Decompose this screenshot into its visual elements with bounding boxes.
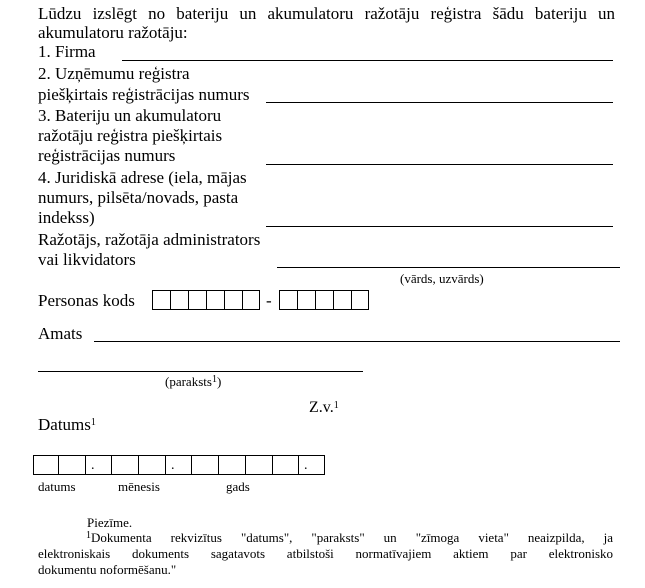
code-cell-divider <box>224 291 225 309</box>
field-label-bat-3: reģistrācijas numurs <box>38 146 176 165</box>
amats-label: Amats <box>38 324 83 343</box>
field-label-addr-3: indekss) <box>38 208 95 227</box>
date-separator: . <box>91 458 95 473</box>
code-cell-divider <box>315 291 316 309</box>
date-cell-divider <box>191 456 192 474</box>
field-label-bat-1: 3. Bateriju un akumulatoru <box>38 106 222 125</box>
note-title: Piezīme. <box>87 515 133 530</box>
note-line-2: elektroniskais dokuments sagatavots atbilstoši normatīvajiem aktiem par elektronisko <box>38 546 613 561</box>
field-label-rep-1: Ražotājs, ražotāja administrators <box>38 230 261 249</box>
footnote-marker: 1 <box>211 374 217 385</box>
signature-caption: (paraksts$^1$) <box>165 374 222 389</box>
personal-code-part-2[interactable] <box>279 290 369 310</box>
date-cell-divider <box>298 456 299 474</box>
intro-line-2: akumulatoru ražotāju: <box>38 23 188 42</box>
code-cell-divider <box>206 291 207 309</box>
amats-input-line[interactable] <box>94 341 620 342</box>
date-cell-divider <box>111 456 112 474</box>
field-label-rep-2: vai likvidators <box>38 250 136 269</box>
code-dash: - <box>266 291 272 310</box>
signature-line[interactable] <box>38 371 363 372</box>
date-cell-divider <box>165 456 166 474</box>
footnote-marker: 1 <box>86 530 91 541</box>
stamp-place-label: Z.v.$^1$ <box>309 399 339 416</box>
intro-line-1: Lūdzu izslēgt no bateriju un akumulatoru ražotāju reģistra šādu bateriju un <box>38 4 615 23</box>
footnote-marker: 1 <box>333 400 339 411</box>
personas-kods-label: Personas kods <box>38 291 135 310</box>
code-cell-divider <box>188 291 189 309</box>
date-label-year: gads <box>226 479 250 494</box>
datums-label: Datums$^1$ <box>38 415 96 434</box>
name-surname-input-line[interactable] <box>277 267 620 268</box>
date-cell-divider <box>138 456 139 474</box>
field-label-addr-2: numurs, pilsēta/novads, pasta <box>38 188 239 207</box>
date-separator: . <box>171 458 175 473</box>
field-label-bat-2: ražotāju reģistra piešķirtais <box>38 126 223 145</box>
note-line-3: dokumentu noformēšanu." <box>38 562 177 577</box>
battery-registry-input-line[interactable] <box>266 164 613 165</box>
code-cell-divider <box>297 291 298 309</box>
field-label-addr-1: 4. Juridiskā adrese (iela, mājas <box>38 168 247 187</box>
name-caption: (vārds, uzvārds) <box>400 271 484 286</box>
field-label-ur-2: piešķirtais reģistrācijas numurs <box>38 85 250 104</box>
address-input-line[interactable] <box>266 226 613 227</box>
code-cell-divider <box>333 291 334 309</box>
date-input-boxes[interactable] <box>33 455 325 475</box>
date-cell-divider <box>218 456 219 474</box>
date-cell-divider <box>272 456 273 474</box>
personal-code-part-1[interactable] <box>152 290 260 310</box>
date-cell-divider <box>58 456 59 474</box>
date-cell-divider <box>85 456 86 474</box>
date-label-day: datums <box>38 479 76 494</box>
date-label-month: mēnesis <box>118 479 160 494</box>
field-label-ur-1: 2. Uzņēmumu reģistra <box>38 64 190 83</box>
note-line-1: $^1$Dokumenta rekvizītus "datums", "paraksts" un "zīmoga vieta" neaizpilda, ja <box>86 530 613 545</box>
code-cell-divider <box>351 291 352 309</box>
code-cell-divider <box>170 291 171 309</box>
date-cell-divider <box>245 456 246 474</box>
ur-number-input-line[interactable] <box>266 102 613 103</box>
code-cell-divider <box>242 291 243 309</box>
footnote-marker: 1 <box>90 417 96 428</box>
firma-input-line[interactable] <box>122 60 613 61</box>
field-label-firma: 1. Firma <box>38 42 96 61</box>
date-separator: . <box>304 458 308 473</box>
